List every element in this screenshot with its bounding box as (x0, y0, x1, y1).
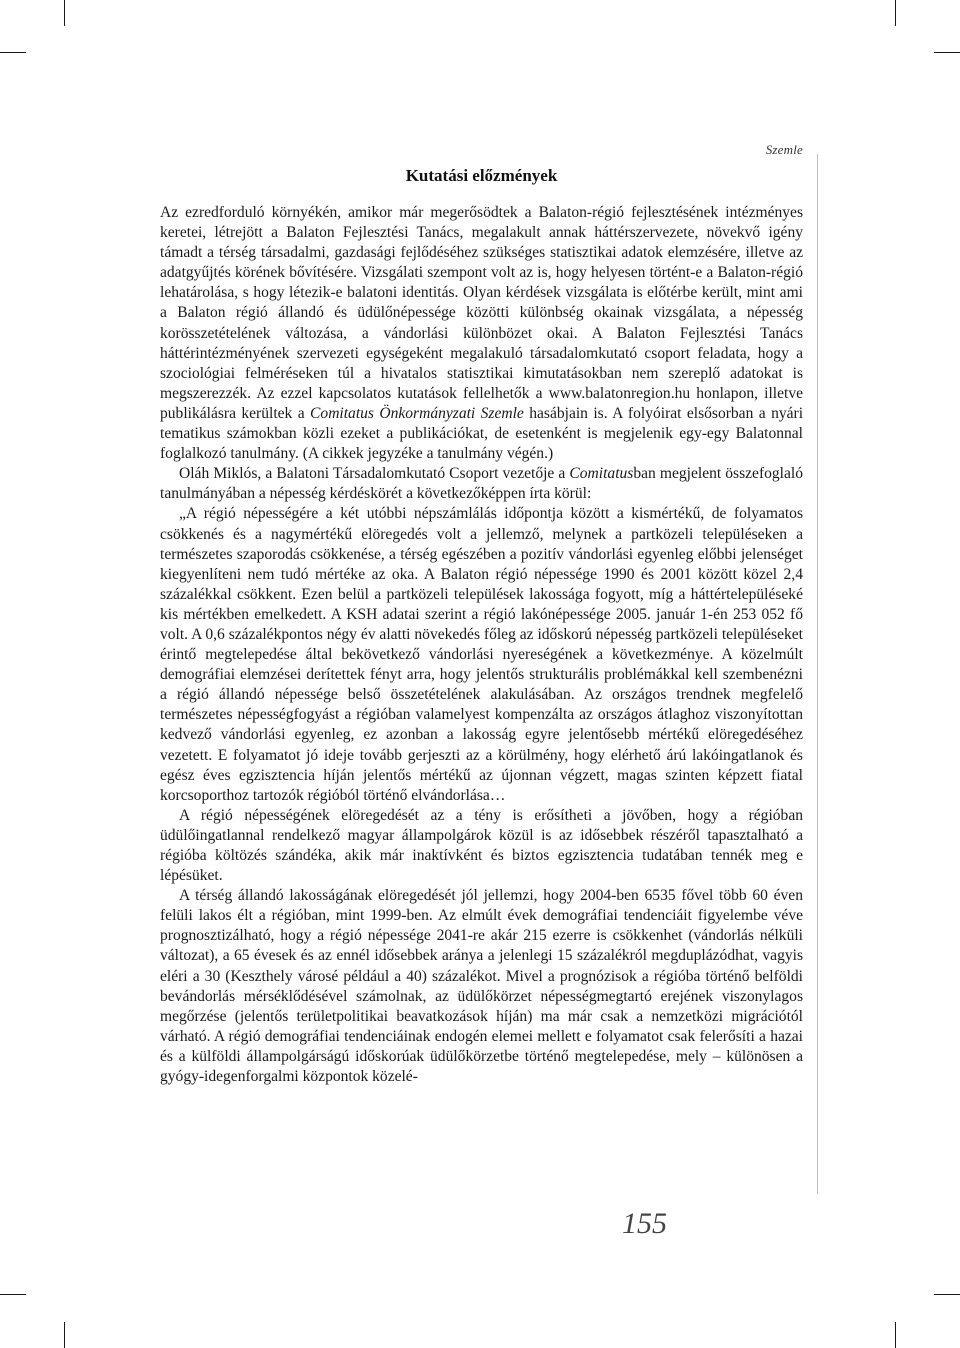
crop-mark (64, 1322, 65, 1348)
paragraph-1-text-cont: hasábjain is. A folyóirat elsősorban a nyári tematikus számokban közli ezeket a publikációkat, de esetenként is megjelenik egy-egy Balatonnal foglalkozó tanulmány. (A cikkek jegyzéke a tanulmány végén.) (160, 404, 804, 463)
paragraph-1 (160, 203, 803, 464)
crop-mark (64, 0, 65, 26)
crop-mark (934, 52, 960, 53)
section-title: Kutatási előzmények (405, 166, 558, 185)
quote-paragraph: „A régió népességére a két utóbbi népszámlálás időpontja között a kismértékű, de folyamatos csökkenés és a nagymértékű elöregedés volt a jellemző, melynek a partközeli településeken a természetes szaporodás csökkenése, a térség egészében a pozitív vándorlási egyenleg előbbi jelenséget kiegyenlíteni nem tudó mértéke az oka. A Balaton régió népessége 1990 és 2001 között közel 2,4 százalékkal csökkent. Ezen belül a partközeli települések lakossága fogyott, míg a háttértelepüléseké kis mértékben emelkedett. A KSH adatai szerint a régió lakónépessége 2005. január 1-én 253 052 fő volt. A 0,6 százalékpontos négy év alatti növekedés főleg az időskorú népesség partközeli településeket érintő megtelepedése által bekövetkező vándorlási nyereségének a következménye. A közelmúlt demográfiai elemzései derítettek fényt arra, hogy jelentős strukturális problémákkal kell szembenézni a régió állandó népessége belső összetételének alakulásában. Az országos trendnek megfelelő természetes népességfogyást a régióban valamelyest kompenzálta az országos átlaghoz viszonyítottan kedvező vándorlási egyenleg, ez azonban a lakosság egyre jelentősebb mértékű elöregedéséhez vezetett. E folyamatot jó ideje tovább gerjeszti az a körülmény, hogy elérhető árú lakóingatlanok és egész éves egzisztencia híján jelentős mértékű az újonnan végzett, magas szinten képzett fiatal korcsoporthoz tartozók régióból történő elvándorlása… (160, 505, 803, 804)
crop-mark (0, 1294, 26, 1295)
paragraph-5: A térség állandó lakosságának elöregedését jól jellemzi, hogy 2004-ben 6535 fővel több 60 éven felüli lakos élt a régióban, mint 1999-ben. Az elmúlt évek demográfiai tendenciáit figyelembe véve prognosztizálható, hogy a régió népessége 2041-re akár 215 ezerre is csökkenhet (vándorlás nélküli változat), a 65 évesek és az ennél idősebbek aránya a jelenlegi 15 százalékról megduplázódhat, vagyis eléri a 30 (Keszthely városé például a 40) százalékot. Mivel a prognózisok a régióba történő belföldi bevándorlás mérséklődésével számolnak, az üdülőkörzet népességmegtartó erejének viszonylagos megőrzése (jelentős területpolitikai beavatkozások híján) ma már csak a nemzetközi migrációtól várható. A régió demográfiai tendenciáinak endogén elemei mellett e folyamatot csak felerősíti a hazai és a külföldi állampolgárságú időskorúak üdülőkörzetbe történő megtelepedése, mely – különösen a gyógy-idegenforgalmi központok közelé- (160, 887, 803, 1086)
crop-mark (895, 1322, 896, 1348)
journal-title-short: Comitatus (569, 465, 634, 483)
page-number: 155 (622, 1207, 667, 1240)
running-head: Szemle (765, 142, 803, 157)
paragraph-2-text-cont: ban megjelent összefoglaló tanulmányában a népesség kérdéskörét a következőképpen írta körül: (160, 465, 803, 503)
crop-mark (934, 1294, 960, 1295)
paragraph-2 (160, 464, 803, 504)
journal-title: Comitatus Önkormányzati Szemle (310, 404, 524, 422)
margin-rule (817, 154, 818, 1194)
crop-mark (895, 0, 896, 26)
paragraph-1-text: Az ezredforduló környékén, amikor már megerősödtek a Balaton-régió fejlesztésének intézményes keretei, létrejött a Balaton Fejlesztési Tanács, megalakult annak háttérszervezete, növekvő igény támadt a térség társadalmi, gazdasági fejlődéséhez szükséges statisztikai adatok elemzésére, illetve az adatgyűjtés körének bővítésére. Vizsgálati szempont volt az is, hogy helyesen történt-e a Balaton-régió lehatárolása, s hogy létezik-e balatoni identitás. Olyan kérdések vizsgálata is előtérbe került, mint ami a Balaton régió állandó és üdülőnépessége közötti különbség okainak vizsgálata, a népesség korösszetételének változása, a vándorlási különbözet okai. A Balaton Fejlesztési Tanács háttérintézményének szervezeti egységeként megalakuló társadalomkutató csoport feladata, hogy a szociológiai felméréseken túl a hivatalos statisztikai kimutatásokban nem szereplő adatokat is megszerezzék. Az ezzel kapcsolatos kutatások fellelhetők a www.balatonregion.hu honlapon, illetve publikálásra kerültek a (160, 204, 803, 422)
crop-mark (0, 52, 26, 53)
article-body (160, 203, 803, 1087)
paragraph-4: A régió népességének elöregedését az a tény is erősítheti a jövőben, hogy a régióban üdülőingatlannal rendelkező magyar állampolgárok közül is az idősebbek részéről tapasztalható a régióba költözés szándéka, akik már inaktívként és biztos egzisztencia tudatában tennék meg e lépésüket. (160, 806, 803, 885)
paragraph-2-text: Oláh Miklós, a Balatoni Társadalomkutató Csoport vezetője a (179, 465, 570, 483)
